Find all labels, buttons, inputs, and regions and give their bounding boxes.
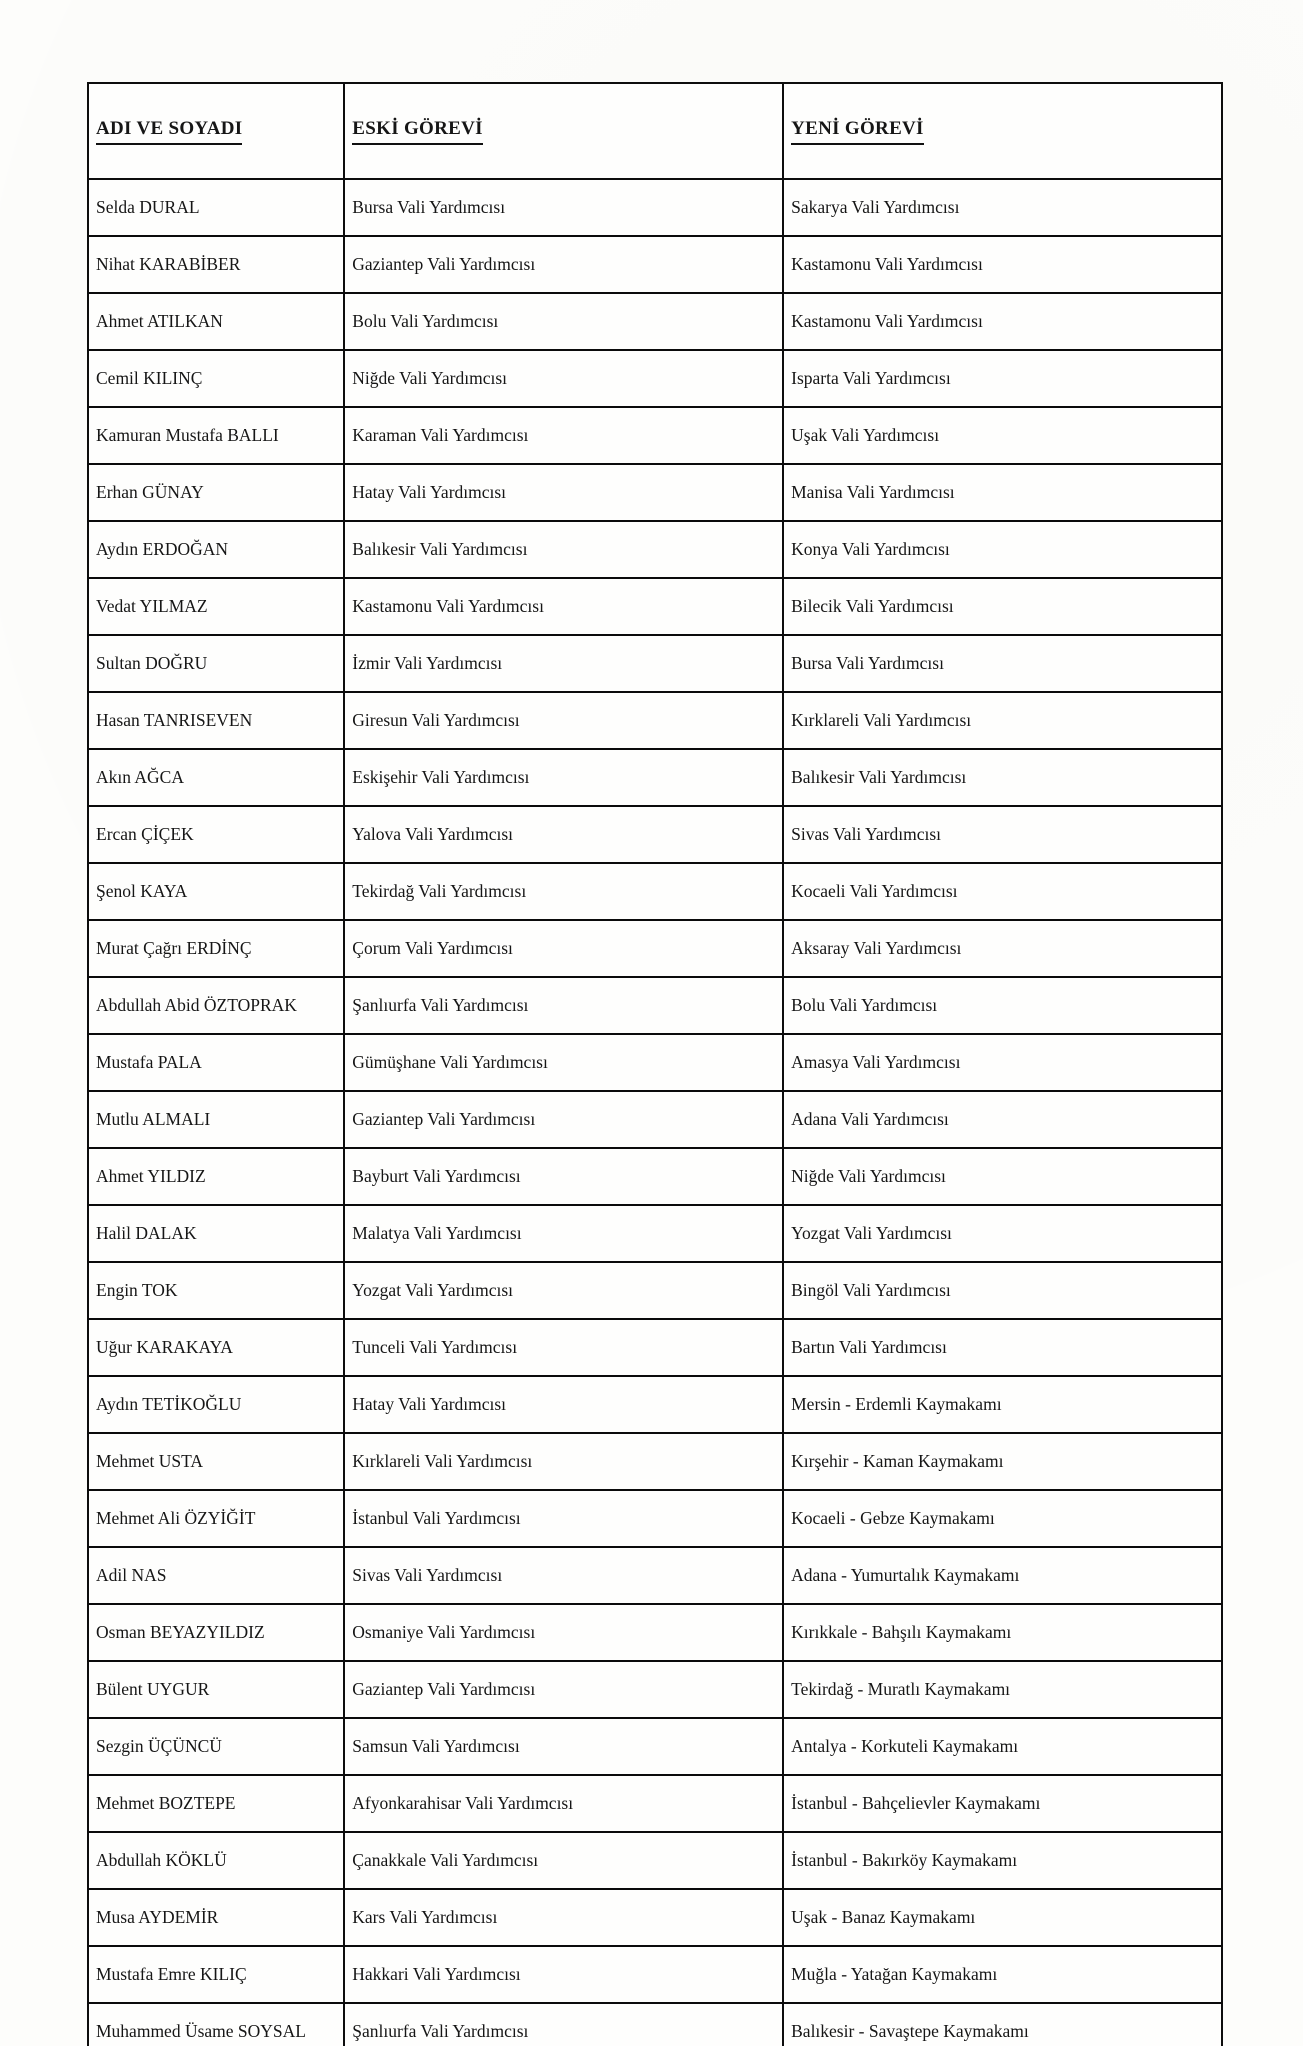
cell-name: Ahmet YILDIZ <box>88 1148 344 1205</box>
cell-name: Sultan DOĞRU <box>88 635 344 692</box>
cell-old-position: Şanlıurfa Vali Yardımcısı <box>344 2003 783 2046</box>
cell-old-position: Bolu Vali Yardımcısı <box>344 293 783 350</box>
cell-new-position: Kastamonu Vali Yardımcısı <box>783 236 1222 293</box>
cell-new-position: Manisa Vali Yardımcısı <box>783 464 1222 521</box>
cell-old-position: Giresun Vali Yardımcısı <box>344 692 783 749</box>
table-row <box>88 1661 1222 1718</box>
table-row <box>88 1376 1222 1433</box>
cell-old-position: Samsun Vali Yardımcısı <box>344 1718 783 1775</box>
table-row <box>88 863 1222 920</box>
cell-new-position: Kocaeli - Gebze Kaymakamı <box>783 1490 1222 1547</box>
cell-name: Bülent UYGUR <box>88 1661 344 1718</box>
column-header-new-position-label: YENİ GÖREVİ <box>791 118 924 145</box>
table-row <box>88 2003 1222 2046</box>
cell-name: Mehmet Ali ÖZYİĞİT <box>88 1490 344 1547</box>
cell-name: Muhammed Üsame SOYSAL <box>88 2003 344 2046</box>
cell-new-position: Amasya Vali Yardımcısı <box>783 1034 1222 1091</box>
cell-name: Engin TOK <box>88 1262 344 1319</box>
table-row <box>88 1262 1222 1319</box>
cell-name: Sezgin ÜÇÜNCÜ <box>88 1718 344 1775</box>
table-body <box>88 179 1222 2046</box>
cell-old-position: Hatay Vali Yardımcısı <box>344 464 783 521</box>
cell-old-position: İzmir Vali Yardımcısı <box>344 635 783 692</box>
cell-old-position: Gaziantep Vali Yardımcısı <box>344 236 783 293</box>
cell-old-position: Çanakkale Vali Yardımcısı <box>344 1832 783 1889</box>
cell-name: Aydın TETİKOĞLU <box>88 1376 344 1433</box>
cell-old-position: Gaziantep Vali Yardımcısı <box>344 1661 783 1718</box>
table-row <box>88 1148 1222 1205</box>
cell-new-position: Bartın Vali Yardımcısı <box>783 1319 1222 1376</box>
cell-old-position: Balıkesir Vali Yardımcısı <box>344 521 783 578</box>
cell-name: Mehmet BOZTEPE <box>88 1775 344 1832</box>
table-row <box>88 521 1222 578</box>
table-row <box>88 806 1222 863</box>
cell-old-position: Yalova Vali Yardımcısı <box>344 806 783 863</box>
table-row <box>88 407 1222 464</box>
table-row <box>88 464 1222 521</box>
cell-new-position: İstanbul - Bahçelievler Kaymakamı <box>783 1775 1222 1832</box>
cell-new-position: Bolu Vali Yardımcısı <box>783 977 1222 1034</box>
cell-name: Cemil KILINÇ <box>88 350 344 407</box>
cell-old-position: Niğde Vali Yardımcısı <box>344 350 783 407</box>
table-row <box>88 1319 1222 1376</box>
table-row <box>88 1034 1222 1091</box>
column-header-old-position-label: ESKİ GÖREVİ <box>352 118 483 145</box>
cell-new-position: Mersin - Erdemli Kaymakamı <box>783 1376 1222 1433</box>
cell-new-position: Bursa Vali Yardımcısı <box>783 635 1222 692</box>
table-row <box>88 1547 1222 1604</box>
cell-new-position: Kastamonu Vali Yardımcısı <box>783 293 1222 350</box>
cell-new-position: Uşak Vali Yardımcısı <box>783 407 1222 464</box>
cell-name: Abdullah Abid ÖZTOPRAK <box>88 977 344 1034</box>
cell-new-position: Isparta Vali Yardımcısı <box>783 350 1222 407</box>
cell-name: Mehmet USTA <box>88 1433 344 1490</box>
cell-name: Erhan GÜNAY <box>88 464 344 521</box>
cell-new-position: Bilecik Vali Yardımcısı <box>783 578 1222 635</box>
cell-name: Halil DALAK <box>88 1205 344 1262</box>
cell-old-position: Bayburt Vali Yardımcısı <box>344 1148 783 1205</box>
cell-new-position: Balıkesir Vali Yardımcısı <box>783 749 1222 806</box>
cell-old-position: Gaziantep Vali Yardımcısı <box>344 1091 783 1148</box>
appointments-table <box>87 82 1223 2046</box>
cell-old-position: Kars Vali Yardımcısı <box>344 1889 783 1946</box>
table-header <box>88 83 1222 179</box>
cell-old-position: Tekirdağ Vali Yardımcısı <box>344 863 783 920</box>
column-header-name-label: ADI VE SOYADI <box>96 118 242 145</box>
cell-new-position: Yozgat Vali Yardımcısı <box>783 1205 1222 1262</box>
cell-name: Selda DURAL <box>88 179 344 236</box>
cell-new-position: Kocaeli Vali Yardımcısı <box>783 863 1222 920</box>
cell-old-position: Hakkari Vali Yardımcısı <box>344 1946 783 2003</box>
cell-old-position: Osmaniye Vali Yardımcısı <box>344 1604 783 1661</box>
column-header-old-position <box>344 83 783 179</box>
cell-old-position: Karaman Vali Yardımcısı <box>344 407 783 464</box>
cell-old-position: Kırklareli Vali Yardımcısı <box>344 1433 783 1490</box>
cell-name: Ercan ÇİÇEK <box>88 806 344 863</box>
table-row <box>88 1433 1222 1490</box>
table-row <box>88 1775 1222 1832</box>
cell-name: Hasan TANRISEVEN <box>88 692 344 749</box>
table-row <box>88 1946 1222 2003</box>
cell-name: Kamuran Mustafa BALLI <box>88 407 344 464</box>
cell-new-position: Balıkesir - Savaştepe Kaymakamı <box>783 2003 1222 2046</box>
cell-new-position: Adana - Yumurtalık Kaymakamı <box>783 1547 1222 1604</box>
cell-new-position: Uşak - Banaz Kaymakamı <box>783 1889 1222 1946</box>
cell-old-position: Afyonkarahisar Vali Yardımcısı <box>344 1775 783 1832</box>
cell-old-position: Bursa Vali Yardımcısı <box>344 179 783 236</box>
cell-new-position: Kırşehir - Kaman Kaymakamı <box>783 1433 1222 1490</box>
table-row <box>88 293 1222 350</box>
table-row <box>88 692 1222 749</box>
cell-new-position: Sivas Vali Yardımcısı <box>783 806 1222 863</box>
cell-old-position: İstanbul Vali Yardımcısı <box>344 1490 783 1547</box>
cell-new-position: Aksaray Vali Yardımcısı <box>783 920 1222 977</box>
cell-new-position: Kırıkkale - Bahşılı Kaymakamı <box>783 1604 1222 1661</box>
cell-name: Musa AYDEMİR <box>88 1889 344 1946</box>
column-header-name <box>88 83 344 179</box>
cell-new-position: Konya Vali Yardımcısı <box>783 521 1222 578</box>
cell-new-position: Bingöl Vali Yardımcısı <box>783 1262 1222 1319</box>
cell-old-position: Sivas Vali Yardımcısı <box>344 1547 783 1604</box>
cell-new-position: Adana Vali Yardımcısı <box>783 1091 1222 1148</box>
table-row <box>88 749 1222 806</box>
cell-old-position: Yozgat Vali Yardımcısı <box>344 1262 783 1319</box>
cell-old-position: Malatya Vali Yardımcısı <box>344 1205 783 1262</box>
cell-name: Osman BEYAZYILDIZ <box>88 1604 344 1661</box>
cell-new-position: Sakarya Vali Yardımcısı <box>783 179 1222 236</box>
cell-name: Aydın ERDOĞAN <box>88 521 344 578</box>
cell-name: Uğur KARAKAYA <box>88 1319 344 1376</box>
cell-name: Akın AĞCA <box>88 749 344 806</box>
cell-new-position: Antalya - Korkuteli Kaymakamı <box>783 1718 1222 1775</box>
table-row <box>88 1832 1222 1889</box>
cell-name: Vedat YILMAZ <box>88 578 344 635</box>
cell-name: Ahmet ATILKAN <box>88 293 344 350</box>
cell-new-position: Niğde Vali Yardımcısı <box>783 1148 1222 1205</box>
cell-name: Nihat KARABİBER <box>88 236 344 293</box>
cell-name: Mustafa PALA <box>88 1034 344 1091</box>
table-row <box>88 236 1222 293</box>
cell-old-position: Eskişehir Vali Yardımcısı <box>344 749 783 806</box>
table-row <box>88 1889 1222 1946</box>
table-row <box>88 977 1222 1034</box>
table-row <box>88 578 1222 635</box>
cell-new-position: İstanbul - Bakırköy Kaymakamı <box>783 1832 1222 1889</box>
cell-name: Abdullah KÖKLÜ <box>88 1832 344 1889</box>
table-row <box>88 1718 1222 1775</box>
cell-new-position: Tekirdağ - Muratlı Kaymakamı <box>783 1661 1222 1718</box>
table-row <box>88 1091 1222 1148</box>
cell-old-position: Kastamonu Vali Yardımcısı <box>344 578 783 635</box>
cell-name: Şenol KAYA <box>88 863 344 920</box>
header-row <box>88 83 1222 179</box>
cell-old-position: Şanlıurfa Vali Yardımcısı <box>344 977 783 1034</box>
cell-name: Adil NAS <box>88 1547 344 1604</box>
table-row <box>88 920 1222 977</box>
cell-old-position: Hatay Vali Yardımcısı <box>344 1376 783 1433</box>
cell-name: Mutlu ALMALI <box>88 1091 344 1148</box>
cell-old-position: Çorum Vali Yardımcısı <box>344 920 783 977</box>
cell-name: Murat Çağrı ERDİNÇ <box>88 920 344 977</box>
table-row <box>88 1604 1222 1661</box>
table-row <box>88 1205 1222 1262</box>
cell-new-position: Muğla - Yatağan Kaymakamı <box>783 1946 1222 2003</box>
cell-name: Mustafa Emre KILIÇ <box>88 1946 344 2003</box>
table-row <box>88 350 1222 407</box>
column-header-new-position <box>783 83 1222 179</box>
table-row <box>88 179 1222 236</box>
cell-old-position: Tunceli Vali Yardımcısı <box>344 1319 783 1376</box>
cell-new-position: Kırklareli Vali Yardımcısı <box>783 692 1222 749</box>
cell-old-position: Gümüşhane Vali Yardımcısı <box>344 1034 783 1091</box>
table-row <box>88 635 1222 692</box>
table-row <box>88 1490 1222 1547</box>
